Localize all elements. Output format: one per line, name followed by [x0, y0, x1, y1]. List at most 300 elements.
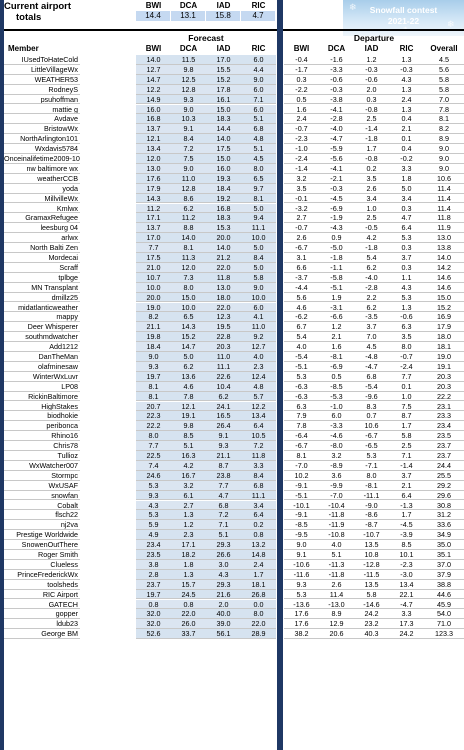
forecast-cell-dca: 1.8 — [171, 560, 206, 570]
member-name: WxUSAF — [4, 481, 80, 491]
departure-cell-iad: 6.8 — [354, 372, 389, 382]
departure-cell-ric: 6.4 — [389, 223, 424, 233]
forecast-cell-dca: 9.0 — [171, 105, 206, 115]
departure-cell-iad: -4.8 — [354, 352, 389, 362]
member-name: NorthArlington101 — [4, 134, 80, 144]
snowflake-icon: ❄ — [349, 2, 357, 12]
departure-cell-overall: 8.1 — [424, 114, 464, 124]
departure-cell-dca: -6.9 — [319, 204, 354, 214]
forecast-section-header: Forecast — [188, 33, 224, 43]
forecast-cell-bwi: 23.4 — [136, 540, 171, 550]
forecast-cell-ric: 5.0 — [241, 263, 276, 273]
total-bwi: 14.4 — [136, 11, 170, 21]
member-name: Onceinalifetime2009-10 — [4, 154, 80, 163]
forecast-cell-ric: 1.7 — [241, 570, 276, 580]
departure-cell-overall: 37.9 — [424, 570, 464, 580]
departure-cell-overall: 17.9 — [424, 322, 464, 332]
forecast-cell-bwi: 21.1 — [136, 322, 171, 332]
departure-cell-bwi: -8.5 — [284, 520, 319, 530]
departure-cell-iad: -0.6 — [354, 75, 389, 85]
departure-cell-bwi: 3.2 — [284, 174, 319, 184]
forecast-cell-bwi: 5.9 — [136, 520, 171, 530]
departure-cell-bwi: 10.2 — [284, 471, 319, 481]
member-name: toolsheds — [4, 580, 80, 590]
table-row — [0, 164, 464, 174]
forecast-cell-bwi: 16.0 — [136, 105, 171, 115]
forecast-cell-bwi: 4.9 — [136, 530, 171, 540]
departure-col-iad: IAD — [364, 44, 379, 53]
departure-cell-overall: 31.2 — [424, 510, 464, 520]
departure-cell-dca: -8.1 — [319, 352, 354, 362]
departure-cell-overall: 25.5 — [424, 471, 464, 481]
departure-cell-dca: 20.6 — [319, 629, 354, 639]
departure-section-header: Departure — [353, 33, 395, 43]
departure-cell-dca: -1.0 — [319, 402, 354, 412]
forecast-cell-dca: 7.2 — [171, 144, 206, 154]
departure-cell-bwi: 5.3 — [284, 372, 319, 382]
forecast-cell-iad: 20.0 — [206, 233, 241, 243]
forecast-cell-ric: 12.2 — [241, 402, 276, 412]
forecast-cell-iad: 18.3 — [206, 213, 241, 223]
forecast-cell-ric: 0.8 — [241, 530, 276, 540]
departure-cell-ric: 4.7 — [389, 213, 424, 223]
departure-cell-dca: -2.1 — [319, 174, 354, 184]
table-row — [0, 619, 464, 629]
member-name: biodhokie — [4, 411, 80, 421]
departure-cell-dca: -9.9 — [319, 481, 354, 491]
table-row — [0, 184, 464, 194]
forecast-col-dca: DCA — [179, 44, 198, 53]
forecast-cell-ric: 3.3 — [241, 461, 276, 471]
member-name: weatherCCB — [4, 174, 80, 184]
table-row — [0, 213, 464, 223]
forecast-cell-ric: 4.0 — [241, 352, 276, 362]
departure-cell-overall: 14.6 — [424, 283, 464, 293]
departure-cell-iad: 2.2 — [354, 293, 389, 303]
member-name: Clueless — [4, 560, 80, 570]
member-name: DanTheMan — [4, 352, 80, 362]
forecast-cell-bwi: 13.7 — [136, 124, 171, 134]
forecast-cell-dca: 11.2 — [171, 213, 206, 223]
forecast-cell-ric: 8.4 — [241, 471, 276, 481]
forecast-cell-dca: 8.6 — [171, 194, 206, 204]
departure-cell-ric: -0.3 — [389, 65, 424, 75]
departure-cell-iad: 13.5 — [354, 580, 389, 590]
forecast-cell-bwi: 8.2 — [136, 312, 171, 322]
departure-cell-bwi: 4.6 — [284, 303, 319, 313]
departure-cell-ric: 1.3 — [389, 105, 424, 115]
departure-cell-ric: -1.3 — [389, 501, 424, 511]
forecast-cell-bwi: 12.0 — [136, 154, 171, 164]
departure-col-ric: RIC — [399, 44, 414, 53]
member-name: MillvilleWx — [4, 194, 80, 204]
departure-col-dca: DCA — [327, 44, 346, 53]
forecast-cell-ric: 28.9 — [241, 629, 276, 639]
departure-cell-overall: 23.7 — [424, 451, 464, 461]
departure-cell-bwi: -7.0 — [284, 461, 319, 471]
table-row — [0, 283, 464, 293]
departure-cell-ric: 1.3 — [389, 85, 424, 95]
table-row — [0, 293, 464, 303]
departure-cell-overall: 20.3 — [424, 382, 464, 392]
departure-cell-iad: -3.5 — [354, 312, 389, 322]
departure-cell-bwi: -9.1 — [284, 481, 319, 491]
departure-cell-dca: -5.1 — [319, 283, 354, 293]
departure-cell-dca: 3.6 — [319, 471, 354, 481]
departure-cell-iad: 8.3 — [354, 402, 389, 412]
table-row — [0, 451, 464, 461]
departure-cell-ric: 5.0 — [389, 184, 424, 194]
departure-cell-overall: 19.1 — [424, 362, 464, 372]
departure-cell-iad: -6.5 — [354, 441, 389, 451]
departure-cell-overall: 11.8 — [424, 213, 464, 223]
table-row — [0, 491, 464, 501]
member-name: midatlanticweather — [4, 303, 80, 313]
departure-cell-ric: 2.5 — [389, 441, 424, 451]
departure-cell-overall: 54.0 — [424, 609, 464, 619]
departure-cell-ric: 5.3 — [389, 293, 424, 303]
departure-cell-overall: 33.6 — [424, 520, 464, 530]
departure-cell-bwi: 5.4 — [284, 332, 319, 342]
forecast-cell-bwi: 32.0 — [136, 619, 171, 629]
forecast-cell-dca: 12.0 — [171, 263, 206, 273]
forecast-cell-ric: 5.0 — [241, 204, 276, 214]
member-name: tplbge — [4, 273, 80, 283]
departure-cell-overall: 38.8 — [424, 580, 464, 590]
departure-cell-ric: 1.8 — [389, 174, 424, 184]
member-name: PrinceFrederickWx — [4, 570, 80, 580]
table-row — [0, 540, 464, 550]
table-row — [0, 154, 464, 164]
middle-band — [277, 0, 283, 750]
forecast-cell-iad: 19.5 — [206, 322, 241, 332]
departure-cell-ric: -4.5 — [389, 520, 424, 530]
member-name: Deer Whisperer — [4, 322, 80, 332]
departure-cell-iad: -11.5 — [354, 570, 389, 580]
total-dca: 13.1 — [171, 11, 205, 21]
table-row — [0, 520, 464, 530]
departure-cell-overall: 5.8 — [424, 85, 464, 95]
departure-cell-dca: -5.9 — [319, 144, 354, 154]
forecast-cell-ric: 4.1 — [241, 312, 276, 322]
forecast-cell-bwi: 0.8 — [136, 600, 171, 610]
forecast-cell-dca: 1.3 — [171, 570, 206, 580]
table-row — [0, 570, 464, 580]
table-row — [0, 75, 464, 85]
member-name: GramaxRefugee — [4, 213, 80, 223]
forecast-cell-bwi: 19.7 — [136, 590, 171, 600]
departure-cell-bwi: -2.2 — [284, 85, 319, 95]
forecast-cell-iad: 11.0 — [206, 352, 241, 362]
departure-cell-bwi: -6.2 — [284, 312, 319, 322]
member-name: psuhoffman — [4, 95, 80, 105]
departure-cell-iad: 7.0 — [354, 332, 389, 342]
forecast-cell-dca: 6.2 — [171, 204, 206, 214]
forecast-cell-bwi: 17.0 — [136, 233, 171, 243]
departure-cell-dca: -3.3 — [319, 421, 354, 431]
departure-cell-overall: 9.0 — [424, 154, 464, 164]
departure-cell-dca: -10.4 — [319, 501, 354, 511]
departure-cell-iad: 3.7 — [354, 322, 389, 332]
departure-cell-dca: -13.0 — [319, 600, 354, 610]
total-ric: 4.7 — [241, 11, 275, 21]
forecast-cell-ric: 10.0 — [241, 293, 276, 303]
departure-cell-overall: 35.1 — [424, 550, 464, 560]
forecast-cell-bwi: 14.7 — [136, 75, 171, 85]
departure-cell-overall: 22.2 — [424, 392, 464, 402]
forecast-cell-dca: 14.7 — [171, 342, 206, 352]
total-iad: 15.8 — [206, 11, 240, 21]
forecast-cell-dca: 8.1 — [171, 243, 206, 253]
forecast-cell-dca: 8.8 — [171, 223, 206, 233]
departure-cell-overall: 14.0 — [424, 253, 464, 263]
departure-cell-bwi: -2.3 — [284, 134, 319, 144]
forecast-cell-dca: 9.8 — [171, 65, 206, 75]
table-row — [0, 233, 464, 243]
member-name: WEATHER53 — [4, 75, 80, 85]
forecast-cell-bwi: 17.9 — [136, 184, 171, 194]
member-name: mappy — [4, 312, 80, 322]
departure-cell-ric: 4.3 — [389, 283, 424, 293]
forecast-cell-dca: 12.8 — [171, 184, 206, 194]
departure-cell-iad: -2.8 — [354, 283, 389, 293]
departure-cell-overall: 5.8 — [424, 75, 464, 85]
forecast-cell-dca: 4.6 — [171, 382, 206, 392]
departure-cell-ric: 3.3 — [389, 164, 424, 174]
table-row — [0, 560, 464, 570]
forecast-cell-iad: 7.7 — [206, 481, 241, 491]
member-name: SnowenOutThere — [4, 540, 80, 550]
departure-cell-iad: 1.7 — [354, 144, 389, 154]
table-row — [0, 263, 464, 273]
departure-cell-ric: 0.1 — [389, 134, 424, 144]
member-name: Stormpc — [4, 471, 80, 481]
member-name: gopper — [4, 609, 80, 619]
departure-cell-bwi: -10.6 — [284, 560, 319, 570]
table-row — [0, 303, 464, 313]
forecast-cell-ric: 12.7 — [241, 342, 276, 352]
forecast-cell-bwi: 19.0 — [136, 303, 171, 313]
forecast-cell-iad: 16.1 — [206, 95, 241, 105]
departure-cell-ric: 1.3 — [389, 303, 424, 313]
forecast-cell-dca: 14.0 — [171, 233, 206, 243]
departure-cell-ric: 2.1 — [389, 124, 424, 134]
forecast-cell-dca: 5.0 — [171, 352, 206, 362]
forecast-cell-ric: 6.4 — [241, 510, 276, 520]
departure-cell-bwi: 17.6 — [284, 609, 319, 619]
departure-cell-iad: -1.4 — [354, 124, 389, 134]
summary-header-ric: RIC — [251, 1, 266, 10]
table-row — [0, 322, 464, 332]
table-row — [0, 600, 464, 610]
forecast-cell-dca: 11.0 — [171, 174, 206, 184]
table-row — [0, 312, 464, 322]
forecast-cell-bwi: 22.5 — [136, 451, 171, 461]
forecast-cell-dca: 11.3 — [171, 253, 206, 263]
forecast-cell-bwi: 19.8 — [136, 332, 171, 342]
departure-cell-bwi: 7.8 — [284, 421, 319, 431]
forecast-cell-ric: 7.2 — [241, 441, 276, 451]
table-row — [0, 174, 464, 184]
departure-cell-overall: 14.2 — [424, 263, 464, 273]
departure-cell-dca: -4.6 — [319, 431, 354, 441]
forecast-cell-bwi: 17.6 — [136, 174, 171, 184]
departure-cell-bwi: -6.3 — [284, 392, 319, 402]
departure-cell-bwi: -13.6 — [284, 600, 319, 610]
forecast-cell-iad: 21.1 — [206, 451, 241, 461]
departure-cell-overall: 16.9 — [424, 312, 464, 322]
forecast-cell-bwi: 5.3 — [136, 510, 171, 520]
departure-cell-dca: 1.2 — [319, 322, 354, 332]
departure-cell-ric: 0.4 — [389, 114, 424, 124]
departure-cell-bwi: 3.5 — [284, 184, 319, 194]
departure-cell-ric: 1.3 — [389, 55, 424, 65]
forecast-cell-bwi: 11.2 — [136, 204, 171, 214]
departure-cell-iad: 3.4 — [354, 194, 389, 204]
table-row — [0, 342, 464, 352]
departure-cell-bwi: 5.6 — [284, 293, 319, 303]
member-name: WinterWxLuvr — [4, 372, 80, 382]
departure-cell-iad: 5.8 — [354, 590, 389, 600]
departure-cell-dca: -8.9 — [319, 461, 354, 471]
forecast-cell-iad: 15.3 — [206, 223, 241, 233]
departure-cell-iad: 5.3 — [354, 451, 389, 461]
departure-cell-overall: 15.2 — [424, 303, 464, 313]
departure-cell-ric: 17.3 — [389, 619, 424, 629]
departure-cell-iad: -4.0 — [354, 273, 389, 283]
departure-cell-overall: 7.8 — [424, 105, 464, 115]
forecast-cell-iad: 7.2 — [206, 510, 241, 520]
departure-cell-dca: -1.9 — [319, 213, 354, 223]
forecast-cell-ric: 0.0 — [241, 600, 276, 610]
departure-cell-iad: -9.6 — [354, 392, 389, 402]
forecast-cell-dca: 14.3 — [171, 322, 206, 332]
forecast-cell-iad: 4.3 — [206, 570, 241, 580]
forecast-cell-iad: 22.0 — [206, 303, 241, 313]
forecast-cell-dca: 8.0 — [171, 283, 206, 293]
member-name: Rhino16 — [4, 431, 80, 441]
departure-cell-iad: -8.7 — [354, 520, 389, 530]
forecast-cell-ric: 6.8 — [241, 481, 276, 491]
member-name: Tullioz — [4, 451, 80, 461]
member-name: IUsedToHateCold — [4, 55, 80, 65]
forecast-cell-dca: 10.0 — [171, 303, 206, 313]
table-row — [0, 382, 464, 392]
departure-cell-bwi: -9.5 — [284, 530, 319, 540]
departure-cell-ric: 7.7 — [389, 372, 424, 382]
member-name: olafminesaw — [4, 362, 80, 372]
departure-cell-bwi: 9.1 — [284, 550, 319, 560]
departure-cell-bwi: -9.1 — [284, 510, 319, 520]
departure-cell-ric: 3.7 — [389, 253, 424, 263]
table-row — [0, 461, 464, 471]
table-row — [0, 629, 464, 639]
member-name: arlwx — [4, 233, 80, 243]
forecast-cell-bwi: 8.1 — [136, 392, 171, 402]
forecast-cell-bwi: 5.3 — [136, 481, 171, 491]
departure-cell-ric: -3.0 — [389, 570, 424, 580]
forecast-cell-dca: 9.1 — [171, 124, 206, 134]
departure-cell-dca: -4.0 — [319, 124, 354, 134]
departure-cell-ric: 3.5 — [389, 332, 424, 342]
departure-cell-ric: 8.5 — [389, 540, 424, 550]
table-row — [0, 95, 464, 105]
forecast-cell-iad: 18.0 — [206, 293, 241, 303]
departure-cell-dca: -4.5 — [319, 194, 354, 204]
departure-cell-bwi: 2.6 — [284, 233, 319, 243]
table-row — [0, 105, 464, 115]
departure-cell-overall: 71.0 — [424, 619, 464, 629]
forecast-cell-bwi: 13.0 — [136, 164, 171, 174]
departure-cell-iad: 4.2 — [354, 233, 389, 243]
forecast-cell-ric: 3.4 — [241, 501, 276, 511]
forecast-cell-iad: 18.4 — [206, 184, 241, 194]
departure-cell-dca: 1.9 — [319, 293, 354, 303]
departure-cell-iad: 4.5 — [354, 342, 389, 352]
forecast-cell-ric: 8.4 — [241, 253, 276, 263]
forecast-cell-ric: 11.0 — [241, 322, 276, 332]
departure-cell-bwi: -0.7 — [284, 223, 319, 233]
departure-cell-bwi: -5.1 — [284, 362, 319, 372]
departure-cell-dca: -11.8 — [319, 570, 354, 580]
departure-cell-bwi: -2.4 — [284, 154, 319, 164]
forecast-cell-iad: 26.6 — [206, 550, 241, 560]
forecast-cell-bwi: 13.7 — [136, 223, 171, 233]
forecast-cell-iad: 18.3 — [206, 114, 241, 124]
forecast-cell-ric: 4.8 — [241, 382, 276, 392]
departure-cell-dca: -6.9 — [319, 362, 354, 372]
forecast-cell-ric: 11.8 — [241, 451, 276, 461]
forecast-col-bwi: BWI — [145, 44, 162, 53]
departure-cell-dca: -5.8 — [319, 273, 354, 283]
forecast-cell-dca: 11.5 — [171, 55, 206, 65]
table-row — [0, 441, 464, 451]
departure-cell-dca: -4.3 — [319, 223, 354, 233]
departure-cell-iad: -8.1 — [354, 481, 389, 491]
departure-cell-bwi: -10.1 — [284, 501, 319, 511]
forecast-cell-iad: 2.0 — [206, 600, 241, 610]
departure-cell-iad: 1.2 — [354, 55, 389, 65]
table-row — [0, 362, 464, 372]
table-row — [0, 550, 464, 560]
departure-cell-iad: -6.7 — [354, 431, 389, 441]
forecast-cell-dca: 1.2 — [171, 520, 206, 530]
departure-cell-dca: 0.9 — [319, 233, 354, 243]
member-name: leesburg 04 — [4, 223, 80, 233]
forecast-cell-iad: 9.3 — [206, 441, 241, 451]
member-name: Add1212 — [4, 342, 80, 352]
departure-cell-iad: -1.8 — [354, 243, 389, 253]
forecast-cell-ric: 5.7 — [241, 392, 276, 402]
table-row — [0, 411, 464, 421]
snowflake-icon: ❄ — [447, 19, 455, 29]
forecast-cell-bwi: 18.4 — [136, 342, 171, 352]
forecast-cell-iad: 8.7 — [206, 461, 241, 471]
forecast-cell-ric: 7.1 — [241, 95, 276, 105]
table-row — [0, 431, 464, 441]
departure-cell-iad: -0.3 — [354, 65, 389, 75]
forecast-cell-iad: 16.8 — [206, 204, 241, 214]
departure-cell-overall: 18.1 — [424, 342, 464, 352]
member-name: RickinBaltimore — [4, 392, 80, 402]
departure-cell-dca: -1.1 — [319, 263, 354, 273]
forecast-cell-dca: 15.2 — [171, 332, 206, 342]
forecast-cell-iad: 12.3 — [206, 312, 241, 322]
forecast-cell-iad: 39.0 — [206, 619, 241, 629]
member-name: George BM — [4, 629, 80, 639]
forecast-cell-ric: 6.0 — [241, 105, 276, 115]
table-row — [0, 144, 464, 154]
